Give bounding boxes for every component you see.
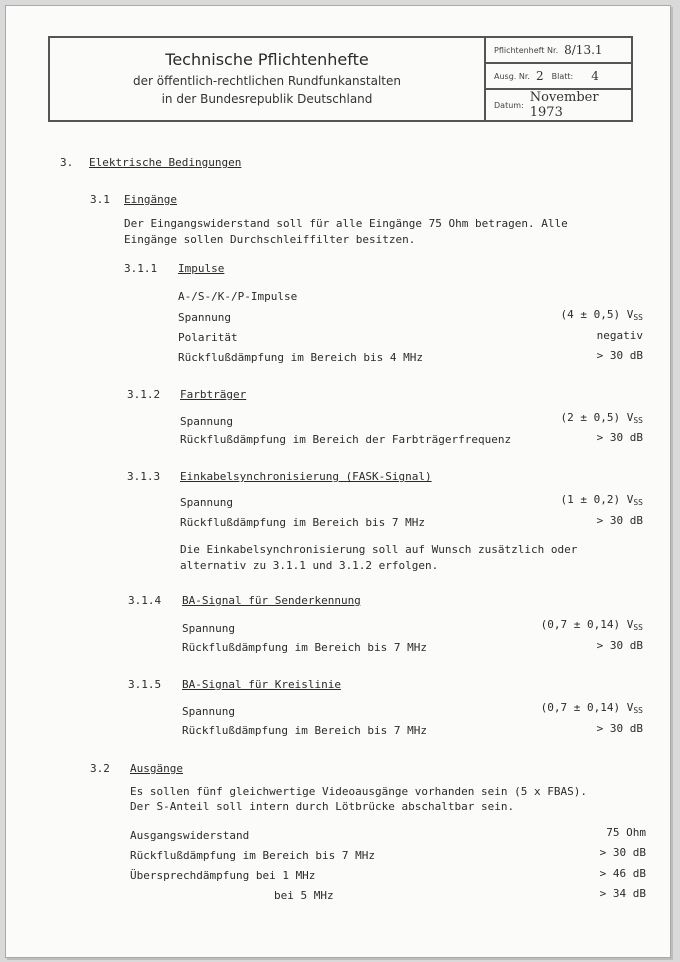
- datum-row: [486, 88, 631, 120]
- crosstalk-1mhz-label: Übersprechdämpfung bei 1 MHz: [130, 869, 316, 882]
- fask-note-1: Die Einkabelsynchronisierung soll auf Wunsch zusätzlich oder: [180, 543, 578, 556]
- impulse-types: A-/S-/K-/P-Impulse: [178, 290, 298, 303]
- section-3-1-title: Eingänge: [124, 193, 177, 206]
- section-3-1-4-number: 3.1.4: [128, 594, 162, 607]
- section-3-number: 3.: [60, 156, 74, 169]
- heft-label: Pflichtenheft Nr.: [494, 45, 559, 55]
- impulse-polarity-value: negativ: [596, 329, 643, 342]
- farbtraeger-return-loss-label: Rückflußdämpfung im Bereich der Farbträgerfrequenz: [180, 433, 512, 446]
- section-3-title: Elektrische Bedingungen: [89, 156, 242, 169]
- impulse-return-loss-value: > 30 dB: [596, 349, 643, 362]
- ba-kreislinie-voltage-value: (0,7 ± 0,14) $V_{SS}$: [540, 701, 643, 715]
- ausgabe-label: Ausg. Nr.: [494, 71, 530, 81]
- farbtraeger-voltage-label: Spannung: [180, 415, 233, 428]
- header-subtitle-1: der öffentlich-rechtlichen Rundfunkanstalten: [133, 74, 401, 88]
- fask-voltage-value: (1 ± 0,2) $V_{SS}$: [560, 493, 643, 507]
- ba-kreislinie-return-loss-value: > 30 dB: [596, 722, 643, 735]
- ba-kreislinie-voltage-label: Spannung: [182, 705, 235, 718]
- section-3-1-5-number: 3.1.5: [128, 678, 162, 691]
- blatt-value: 4: [591, 69, 599, 83]
- blatt-label: Blatt:: [551, 71, 574, 81]
- ba-senderkennung-return-loss-value: > 30 dB: [596, 639, 643, 652]
- document-header: [48, 36, 633, 122]
- impulse-voltage-value: (4 ± 0,5) $V_{SS}$: [560, 308, 643, 322]
- farbtraeger-return-loss-value: > 30 dB: [596, 431, 643, 444]
- crosstalk-5mhz-label: bei 5 MHz: [274, 889, 334, 902]
- impulse-return-loss-label: Rückflußdämpfung im Bereich bis 4 MHz: [178, 351, 424, 364]
- ba-senderkennung-voltage-label: Spannung: [182, 622, 235, 635]
- heft-row: [486, 38, 631, 62]
- output-return-loss-label: Rückflußdämpfung im Bereich bis 7 MHz: [130, 849, 376, 862]
- datum-label: Datum:: [494, 100, 524, 110]
- section-3-2-title: Ausgänge: [130, 762, 183, 775]
- section-3-1-number: 3.1: [90, 193, 110, 206]
- section-3-1-5-title: BA-Signal für Kreislinie: [182, 678, 341, 691]
- impulse-voltage-label: Spannung: [178, 311, 231, 324]
- section-3-1-2-number: 3.1.2: [127, 388, 161, 401]
- ba-senderkennung-return-loss-label: Rückflußdämpfung im Bereich bis 7 MHz: [182, 641, 428, 654]
- section-3-2-text-2: Der S-Anteil soll intern durch Lötbrücke abschaltbar sein.: [130, 800, 515, 813]
- ba-kreislinie-return-loss-label: Rückflußdämpfung im Bereich bis 7 MHz: [182, 724, 428, 737]
- section-3-1-4-title: BA-Signal für Senderkennung: [182, 594, 361, 607]
- crosstalk-5mhz-value: > 34 dB: [599, 887, 646, 900]
- farbtraeger-voltage-value: (2 ± 0,5) $V_{SS}$: [560, 411, 643, 425]
- ba-senderkennung-voltage-value: (0,7 ± 0,14) $V_{SS}$: [540, 618, 643, 632]
- section-3-1-2-title: Farbträger: [180, 388, 247, 401]
- header-subtitle-2: in der Bundesrepublik Deutschland: [161, 92, 373, 106]
- fask-note-2: alternativ zu 3.1.1 und 3.1.2 erfolgen.: [180, 559, 439, 572]
- section-3-1-text-1: Der Eingangswiderstand soll für alle Eingänge 75 Ohm betragen. Alle: [124, 217, 568, 230]
- section-3-2-text-1: Es sollen fünf gleichwertige Videoausgänge vorhanden sein (5 x FBAS).: [130, 785, 587, 798]
- section-3-2-number: 3.2: [90, 762, 110, 775]
- section-3-1-1-number: 3.1.1: [124, 262, 158, 275]
- header-meta-block: [486, 38, 631, 120]
- fask-return-loss-label: Rückflußdämpfung im Bereich bis 7 MHz: [180, 516, 426, 529]
- output-return-loss-value: > 30 dB: [599, 846, 646, 859]
- header-title-block: [50, 38, 486, 120]
- section-3-1-text-2: Eingänge sollen Durchschleiffilter besitzen.: [124, 233, 416, 246]
- impulse-polarity-label: Polarität: [178, 331, 238, 344]
- datum-value: November 1973: [529, 90, 599, 120]
- section-3-1-3-number: 3.1.3: [127, 470, 161, 483]
- ausgabe-value: 2: [535, 69, 544, 83]
- output-impedance-label: Ausgangswiderstand: [130, 829, 250, 842]
- crosstalk-1mhz-value: > 46 dB: [599, 867, 646, 880]
- fask-voltage-label: Spannung: [180, 496, 233, 509]
- ausgabe-row: [486, 62, 631, 88]
- header-title: Technische Pflichtenhefte: [165, 50, 369, 69]
- section-3-1-3-title: Einkabelsynchronisierung (FASK-Signal): [180, 470, 432, 483]
- section-3-1-1-title: Impulse: [178, 262, 225, 275]
- heft-value: 8/13.1: [564, 43, 603, 57]
- fask-return-loss-value: > 30 dB: [596, 514, 643, 527]
- output-impedance-value: 75 Ohm: [606, 826, 646, 839]
